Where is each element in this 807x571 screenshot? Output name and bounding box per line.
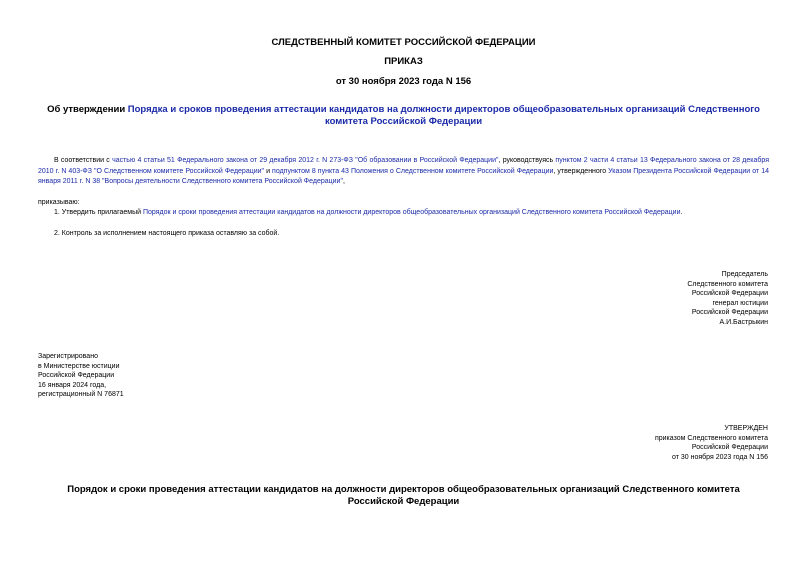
registration-line: Российской Федерации xyxy=(38,372,115,380)
approved-line: Российской Федерации xyxy=(691,444,768,452)
subject-link[interactable]: Порядка и сроков проведения аттестации кандидатов на должности директоров общеобразовательных организаций Следственного комитета Российской Федерации xyxy=(127,104,760,127)
signature-line: Российской Федерации xyxy=(691,290,768,298)
signature-line: Российской Федерации xyxy=(691,309,768,317)
preamble-paragraph xyxy=(38,156,769,188)
item1-prefix: 1. Утвердить прилагаемый xyxy=(54,209,143,216)
order-date: от 30 ноября 2023 года N 156 xyxy=(335,76,472,87)
orders-label: приказываю: xyxy=(38,199,80,206)
subject-prefix: Об утверждении xyxy=(47,104,128,115)
preamble-text-1: В соответствии с xyxy=(54,157,113,164)
registration-line: Зарегистрировано xyxy=(38,353,98,360)
order-subject xyxy=(40,104,767,128)
registration-line: в Министерстве юстиции xyxy=(38,362,120,370)
approved-date: от 30 ноября 2023 года N 156 xyxy=(672,453,768,461)
approved-heading: УТВЕРЖДЕН xyxy=(724,425,768,432)
committee-title: СЛЕДСТВЕННЫЙ КОМИТЕТ РОССИЙСКОЙ ФЕДЕРАЦИИ xyxy=(271,37,536,48)
preamble-text-2: , руководствуясь xyxy=(498,157,556,164)
registration-number: регистрационный N 76871 xyxy=(38,391,124,399)
preamble-link-decree[interactable]: Указом Президента Российской Федерации от 14 января 2011 г. N 38 "Вопросы деятельности Следственного комитета Российской Федерации" xyxy=(38,167,769,185)
order-heading: ПРИКАЗ xyxy=(384,56,423,67)
order-item-2: 2. Контроль за исполнением настоящего приказа оставляю за собой. xyxy=(54,230,280,237)
registration-block xyxy=(38,352,124,400)
preamble-text-5: , xyxy=(342,178,345,185)
preamble-text-4: , утвержденного xyxy=(553,167,609,175)
preamble-link-regulation[interactable]: подпунктом 8 пункта 43 Положения о Следственном комитете Российской Федерации xyxy=(272,167,554,175)
signature-line: Председатель xyxy=(721,271,768,278)
approved-block xyxy=(655,424,768,462)
order-item-1 xyxy=(54,208,769,219)
signature-line: генерал юстиции xyxy=(712,299,768,307)
approved-line: приказом Следственного комитета xyxy=(654,434,768,442)
preamble-link-education-law[interactable]: частью 4 статьи 51 Федерального закона от 29 декабря 2012 г. N 273-ФЗ "Об образовании в Российской Федерации" xyxy=(112,157,499,164)
signature-block xyxy=(687,270,768,328)
item1-link[interactable]: Порядок и сроки проведения аттестации кандидатов на должности директоров общеобразовательных организаций Следственного комитета Российской Федерации xyxy=(142,209,681,216)
signatory-name: А.И.Бастрыкин xyxy=(719,318,768,326)
registration-date: 16 января 2024 года, xyxy=(38,381,107,389)
item1-suffix: . xyxy=(680,209,683,216)
procedure-title: Порядок и сроки проведения аттестации кандидатов на должности директоров общеобразовательных организаций Следственного комитета Российской Федерации xyxy=(67,484,740,507)
signature-line: Следственного комитета xyxy=(687,280,768,288)
preamble-text-3: и xyxy=(264,167,273,175)
preamble-link-committee-law[interactable]: пунктом 2 части 4 статьи 13 Федерального закона от 28 декабря 2010 г. N 403-ФЗ "О Следственном комитете Российской Федерации" xyxy=(38,157,769,175)
